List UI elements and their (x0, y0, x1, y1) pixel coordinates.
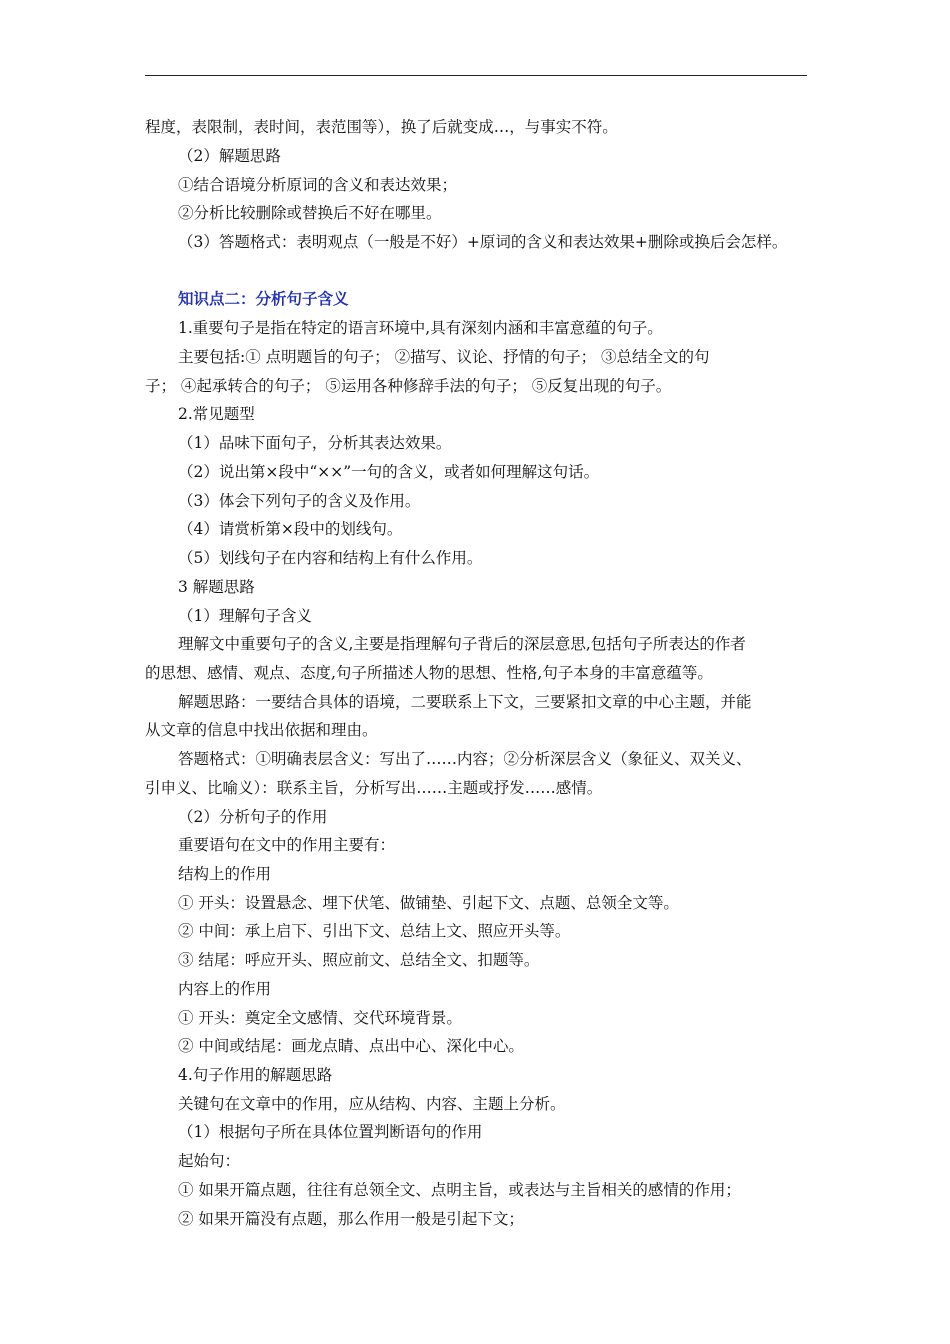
paragraph-line: 的思想、感情、观点、态度,句子所描述人物的思想、性格,句子本身的丰富意蕴等。 (145, 664, 713, 682)
subheading-line: 2.常见题型 (178, 405, 255, 423)
paragraph-line: 1.重要句子是指在特定的语言环境中,具有深刻内涵和丰富意蕴的句子。 (178, 319, 663, 337)
list-item: ① 如果开篇点题，往往有总领全文、点明主旨，或表达与主旨相关的感情的作用； (178, 1181, 741, 1199)
list-item: （5）划线句子在内容和结构上有什么作用。 (178, 549, 483, 567)
list-item: （3）体会下列句子的含义及作用。 (178, 492, 421, 510)
subheading-line: 内容上的作用 (178, 980, 272, 998)
list-item: ②分析比较删除或替换后不好在哪里。 (178, 204, 442, 222)
subheading-line: （2）解题思路 (178, 147, 281, 165)
subheading-line: （1）根据句子所在具体位置判断语句的作用 (178, 1123, 483, 1141)
list-item: （2）说出第×段中“××”一句的含义，或者如何理解这句话。 (178, 463, 600, 481)
paragraph-line: 引申义、比喻义）：联系主旨，分析写出……主题或抒发……感情。 (145, 779, 603, 797)
list-item: （4）请赏析第×段中的划线句。 (178, 520, 403, 538)
paragraph-line: 起始句： (178, 1152, 241, 1170)
paragraph-line: 关键句在文章中的作用，应从结构、内容、主题上分析。 (178, 1095, 566, 1113)
list-item: ① 开头：奠定全文感情、交代环境背景。 (178, 1009, 462, 1027)
paragraph-line: 从文章的信息中找出依据和理由。 (145, 721, 378, 739)
paragraph-line: 主要包括:① 点明题旨的句子； ②描写、议论、抒情的句子； ③总结全文的句 (178, 348, 710, 366)
paragraph-line: 程度，表限制，表时间，表范围等），换了后就变成…，与事实不符。 (145, 118, 618, 136)
list-item: ② 中间：承上启下、引出下文、总结上文、照应开头等。 (178, 922, 571, 940)
subheading-line: 3 解题思路 (178, 578, 255, 596)
list-item: ③ 结尾：呼应开头、照应前文、总结全文、扣题等。 (178, 951, 540, 969)
header-rule (145, 75, 807, 76)
paragraph-line: 子； ④起承转合的句子； ⑤运用各种修辞手法的句子； ⑤反复出现的句子。 (145, 377, 672, 395)
paragraph-line: （3）答题格式：表明观点（一般是不好）+原词的含义和表达效果+删除或换后会怎样。 (178, 233, 788, 251)
subheading-line: 结构上的作用 (178, 865, 272, 883)
paragraph-line: 理解文中重要句子的含义,主要是指理解句子背后的深层意思,包括句子所表达的作者 (178, 635, 746, 653)
subheading-line: 4.句子作用的解题思路 (178, 1066, 333, 1084)
paragraph-line: 答题格式：①明确表层含义：写出了……内容；②分析深层含义（象征义、双关义、 (178, 750, 752, 768)
paragraph-line: 重要语句在文中的作用主要有： (178, 836, 396, 854)
list-item: （1）品味下面句子，分析其表达效果。 (178, 434, 452, 452)
section-heading: 知识点二：分析句子含义 (178, 289, 349, 308)
list-item: ①结合语境分析原词的含义和表达效果； (178, 176, 458, 194)
subheading-line: （2）分析句子的作用 (178, 808, 328, 826)
list-item: ② 如果开篇没有点题，那么作用一般是引起下文； (178, 1210, 524, 1228)
paragraph-line: 解题思路：一要结合具体的语境，二要联系上下文，三要紧扣文章的中心主题，并能 (178, 693, 752, 711)
list-item: ① 开头：设置悬念、埋下伏笔、做铺垫、引起下文、点题、总领全文等。 (178, 894, 679, 912)
list-item: ② 中间或结尾：画龙点睛、点出中心、深化中心。 (178, 1037, 524, 1055)
subheading-line: （1）理解句子含义 (178, 607, 312, 625)
